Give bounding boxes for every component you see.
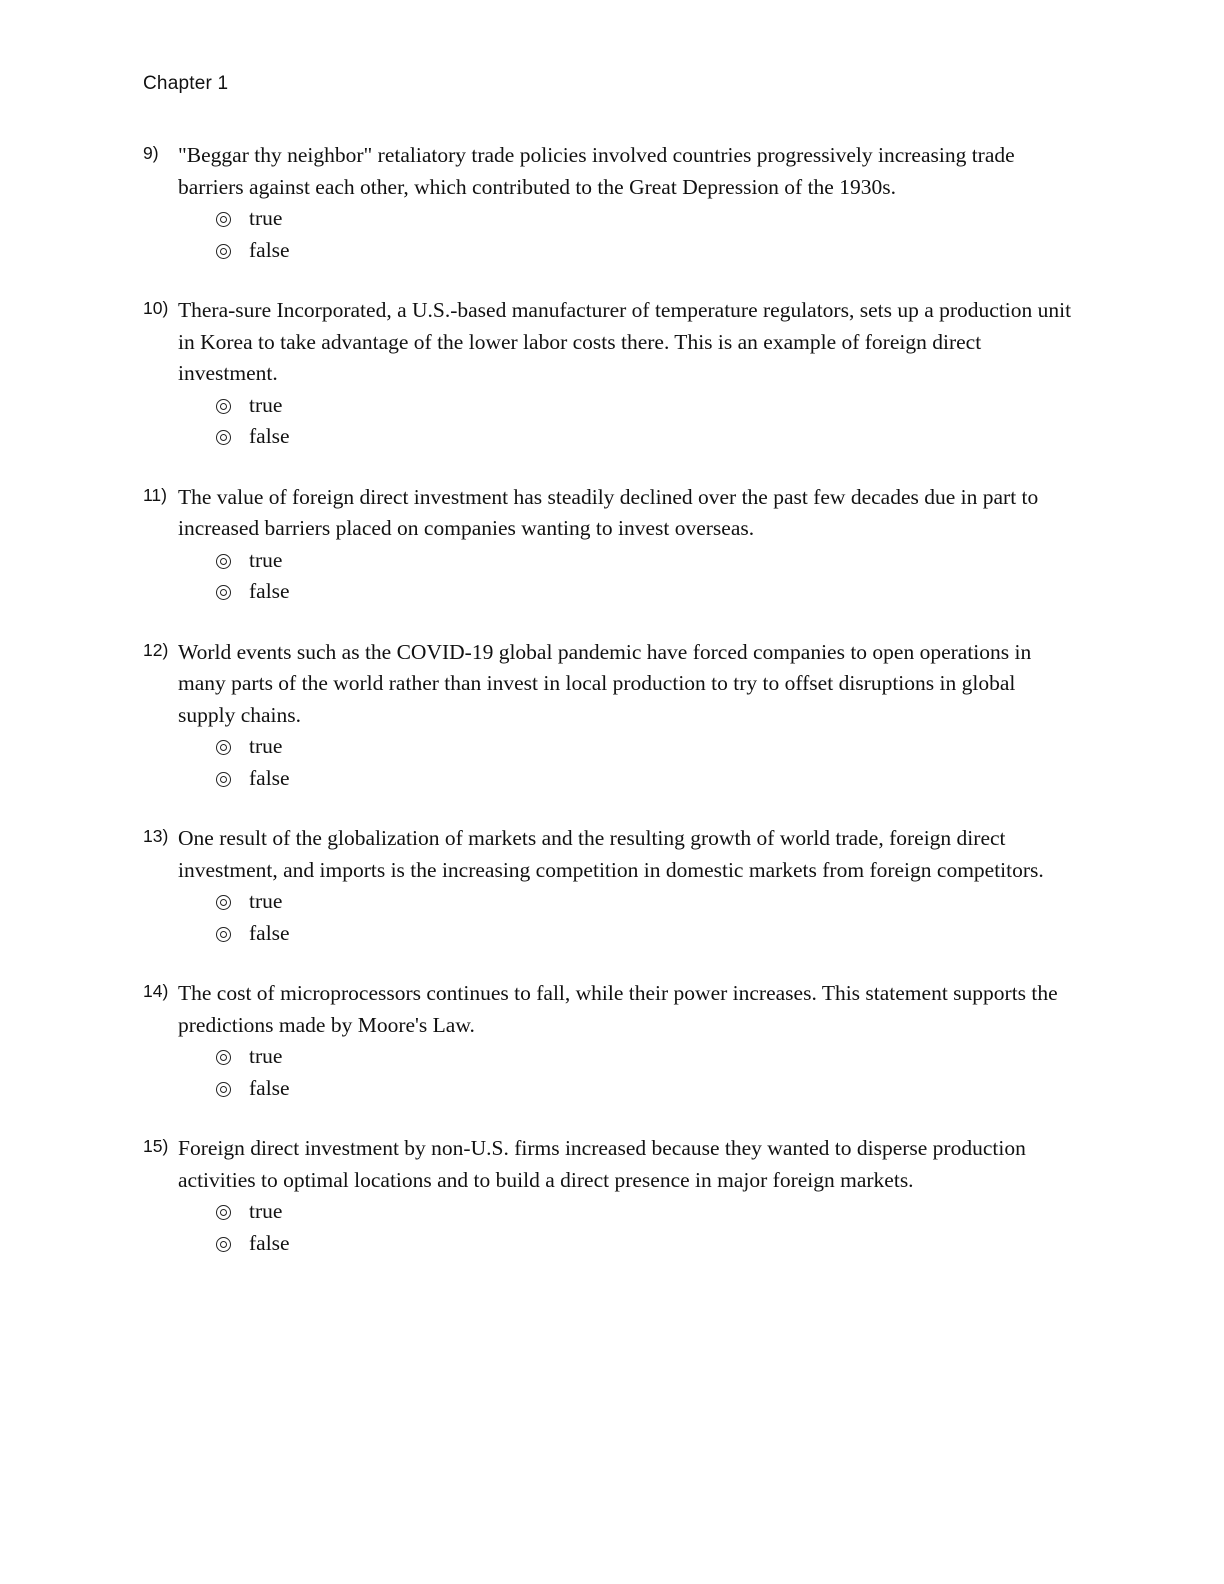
option-true[interactable]: [216, 1196, 1073, 1228]
answer-options: [216, 1196, 1073, 1259]
option-false[interactable]: [216, 918, 1073, 950]
radio-button-icon[interactable]: [216, 554, 231, 569]
radio-button-icon[interactable]: [216, 212, 231, 227]
option-label: true: [249, 206, 283, 231]
option-label: true: [249, 734, 283, 759]
option-false[interactable]: [216, 576, 1073, 608]
option-false[interactable]: [216, 235, 1073, 267]
radio-button-icon[interactable]: [216, 585, 231, 600]
question-item: [143, 823, 1073, 949]
question-item: [143, 482, 1073, 608]
question-number: 12): [143, 639, 169, 660]
option-true[interactable]: [216, 390, 1073, 422]
option-true[interactable]: [216, 203, 1073, 235]
option-false[interactable]: [216, 763, 1073, 795]
question-number: 13): [143, 826, 169, 846]
answer-options: [216, 731, 1073, 794]
option-false[interactable]: [216, 421, 1073, 453]
question-text: World events such as the COVID-19 global pandemic have forced companies to open operations in many parts of the world rather than invest in local production to try to offset disruptions in global supply chains.: [178, 639, 1032, 727]
question-list: [143, 140, 1073, 1288]
question-text: "Beggar thy neighbor" retaliatory trade policies involved countries progressively increasing trade barriers against each other, which contributed to the Great Depression of the 1930s.: [178, 143, 1015, 199]
radio-button-icon[interactable]: [216, 399, 231, 414]
option-label: false: [249, 765, 290, 790]
option-label: false: [249, 1075, 290, 1100]
question-number: 14): [143, 981, 169, 1001]
question-text: The value of foreign direct investment has steadily declined over the past few decades due in part to increased barriers placed on companies wanting to invest overseas.: [178, 484, 1039, 540]
question-text: Thera-sure Incorporated, a U.S.-based manufacturer of temperature regulators, sets up a production unit in Korea to take advantage of the lower labor costs there. This is an example of foreign direct investment.: [178, 298, 1072, 385]
option-label: false: [249, 1230, 290, 1255]
answer-options: [216, 886, 1073, 949]
option-label: true: [249, 547, 283, 572]
question-text: Foreign direct investment by non-U.S. firms increased because they wanted to disperse production activities to optimal locations and to build a direct presence in major foreign markets.: [178, 1136, 1026, 1192]
radio-button-icon[interactable]: [216, 244, 231, 259]
option-label: false: [249, 920, 290, 945]
answer-options: [216, 203, 1073, 266]
question-text: One result of the globalization of markets and the resulting growth of world trade, foreign direct investment, and imports is the increasing competition in domestic markets from foreign competitors.: [178, 826, 1044, 882]
option-label: true: [249, 392, 283, 417]
radio-button-icon[interactable]: [216, 430, 231, 445]
question-item: [143, 295, 1073, 453]
radio-button-icon[interactable]: [216, 1205, 231, 1220]
radio-button-icon[interactable]: [216, 895, 231, 910]
chapter-header: Chapter 1: [143, 73, 229, 94]
question-item: [143, 637, 1073, 795]
radio-button-icon[interactable]: [216, 772, 231, 787]
question-number: 15): [143, 1136, 169, 1156]
option-label: true: [249, 1044, 283, 1069]
radio-button-icon[interactable]: [216, 1237, 231, 1252]
question-number: 9): [143, 143, 159, 163]
radio-button-icon[interactable]: [216, 927, 231, 942]
question-item: [143, 978, 1073, 1104]
answer-options: [216, 390, 1073, 453]
radio-button-icon[interactable]: [216, 740, 231, 755]
option-label: true: [249, 889, 283, 914]
option-true[interactable]: [216, 731, 1073, 763]
option-true[interactable]: [216, 545, 1073, 577]
option-false[interactable]: [216, 1073, 1073, 1105]
question-item: [143, 140, 1073, 266]
question-item: [143, 1133, 1073, 1259]
option-label: true: [249, 1199, 283, 1224]
option-false[interactable]: [216, 1228, 1073, 1260]
option-true[interactable]: [216, 1041, 1073, 1073]
radio-button-icon[interactable]: [216, 1050, 231, 1065]
option-label: false: [249, 424, 290, 449]
answer-options: [216, 545, 1073, 608]
option-true[interactable]: [216, 886, 1073, 918]
question-text: The cost of microprocessors continues to fall, while their power increases. This statement supports the predictions made by Moore's Law.: [178, 981, 1058, 1037]
question-number: 10): [143, 298, 169, 318]
option-label: false: [249, 237, 290, 262]
answer-options: [216, 1041, 1073, 1104]
radio-button-icon[interactable]: [216, 1082, 231, 1097]
question-number: 11): [143, 484, 167, 505]
option-label: false: [249, 579, 290, 604]
